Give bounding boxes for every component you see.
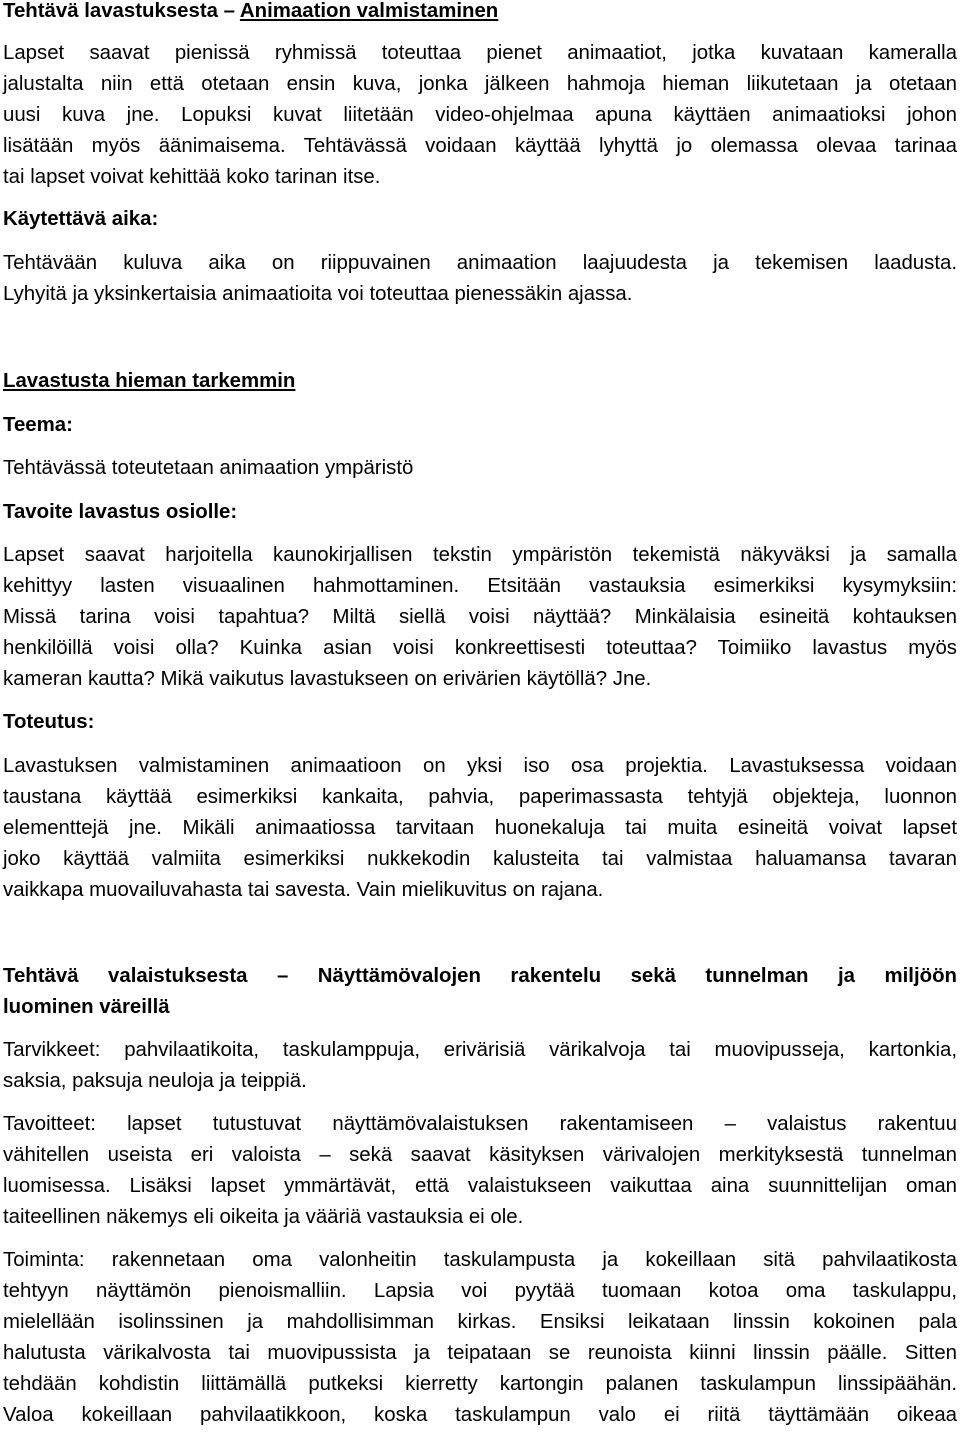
task1-title	[3, 0, 957, 27]
paragraph-line: luomisessa. Lisäksi lapset ymmärtävät, että valaistukseen vaikuttaa aina suunnittelijan oman	[3, 1175, 957, 1197]
paragraph-line: Lapset saavat pienissä ryhmissä toteuttaa pienet animaatiot, jotka kuvataan kameralla	[3, 42, 957, 64]
paragraph-line: Missä tarina voisi tapahtua? Miltä siellä voisi näyttää? Minkälaisia esineitä kohtauksen	[3, 606, 957, 628]
paragraph-line: taiteellinen näkemys eli oikeita ja vääriä vastauksia ei ole.	[3, 1206, 524, 1228]
paragraph-line: Lyhyitä ja yksinkertaisia animaatioita voi toteuttaa pienessäkin ajassa.	[3, 283, 633, 305]
paragraph-line: tehdään kohdistin liittämällä putkeksi kierretty kartongin palanen taskulampun linssipäähän.	[3, 1373, 957, 1395]
paragraph-line: Valoa kokeillaan pahvilaatikkoon, koska taskulampun valo ei riitä täyttämään oikeaa	[3, 1404, 957, 1426]
paragraph-line: saksia, paksuja neuloja ja teippiä.	[3, 1070, 307, 1092]
goal-paragraph	[3, 540, 957, 695]
paragraph-line: Lavastuksen valmistaminen animaatioon on yksi iso osa projektia. Lavastuksessa voidaan	[3, 755, 957, 777]
paragraph-line: taustana käyttää esimerkiksi kankaita, pahvia, paperimassasta tehtyjä objekteja, luonnon	[3, 786, 957, 808]
paragraph-line: Tavoitteet: lapset tutustuvat näyttämövalaistuksen rakentamiseen – valaistus rakentuu	[3, 1113, 957, 1135]
paragraph-line: tehtyyn näyttämön pienoismalliin. Lapsia voi pyytää tuomaan kotoa oma taskulappu,	[3, 1280, 957, 1302]
paragraph-line: halutusta värikalvosta tai muovipussista ja teipataan se reunoista kiinni linssin päälle. Sitten	[3, 1342, 957, 1364]
task2-title-line: Tehtävä valaistuksesta – Näyttämövalojen rakentelu sekä tunnelman ja miljöön	[3, 965, 957, 987]
task1-title-link: Animaation valmistaminen	[239, 0, 499, 22]
procedure-paragraph	[3, 1245, 957, 1431]
paragraph-line: Tehtävään kuluva aika on riippuvainen animaation laajuudesta ja tekemisen laadusta.	[3, 252, 957, 274]
paragraph-line: henkilöillä voisi olla? Kuinka asian voisi konkreettisesti toteuttaa? Toimiiko lavastus myös	[3, 637, 957, 659]
paragraph-line: elementtejä jne. Mikäli animaatiossa tarvitaan huonekaluja tai muita esineitä voivat lapset	[3, 817, 957, 839]
paragraph-line: uusi kuva jne. Lopuksi kuvat liitetään video-ohjelmaa apuna käyttäen animaatioksi johon	[3, 104, 957, 126]
paragraph-line: lisätään myös äänimaisema. Tehtävässä voidaan käyttää lyhyttä jo olemassa olevaa tarinaa	[3, 135, 957, 157]
paragraph-line: kameran kautta? Mikä vaikutus lavastukseen on erivärien käytöllä? Jne.	[3, 668, 652, 690]
paragraph-line: Tarvikkeet: pahvilaatikoita, taskulamppuja, erivärisiä värikalvoja tai muovipusseja, kartonkia,	[3, 1039, 957, 1061]
theme-heading: Teema:	[3, 414, 73, 436]
paragraph-line: tai lapset voivat kehittää koko tarinan itse.	[3, 166, 381, 188]
implementation-heading: Toteutus:	[3, 711, 95, 733]
paragraph-line: joko käyttää valmiita esimerkiksi nukkekodin kalusteita tai valmistaa haluamansa tavaran	[3, 848, 957, 870]
paragraph-line: Tehtävässä toteutetaan animaation ympäristö	[3, 457, 414, 479]
goal-heading: Tavoite lavastus osiolle:	[3, 501, 238, 523]
paragraph-line: jalustalta niin että otetaan ensin kuva, jonka jälkeen hahmoja hieman liikutetaan ja otetaan	[3, 73, 957, 95]
paragraph-line: mielellään isolinssinen ja mahdollisimman kirkas. Ensiksi leikataan linssin kokoinen pala	[3, 1311, 957, 1333]
paragraph-line: kehittyy lasten visuaalinen hahmottaminen. Etsitään vastauksia esimerkiksi kysymyksiin:	[3, 575, 957, 597]
paragraph-line: vähitellen useista eri valoista – sekä saavat käsityksen värivalojen merkityksestä tunnelman	[3, 1144, 957, 1166]
paragraph-line: vaikkapa muovailuvahasta tai savesta. Vain mielikuvitus on rajana.	[3, 879, 604, 901]
supplies-paragraph	[3, 1035, 957, 1097]
time-heading: Käytettävä aika:	[3, 208, 159, 230]
task1-title-prefix: Tehtävä lavastuksesta –	[3, 0, 235, 22]
paragraph-line: Toiminta: rakennetaan oma valonheitin taskulampusta ja kokeillaan sitä pahvilaatikosta	[3, 1249, 957, 1271]
goals-paragraph	[3, 1109, 957, 1233]
time-paragraph	[3, 248, 957, 310]
task2-title	[3, 961, 957, 1023]
implementation-paragraph	[3, 751, 957, 906]
task1-intro-paragraph	[3, 38, 957, 193]
paragraph-line: Lapset saavat harjoitella kaunokirjallisen tekstin ympäristön tekemistä näkyväksi ja samalla	[3, 544, 957, 566]
theme-paragraph	[3, 453, 957, 484]
staging-section-title: Lavastusta hieman tarkemmin	[3, 370, 296, 392]
task2-title-line: luominen väreillä	[3, 996, 170, 1018]
